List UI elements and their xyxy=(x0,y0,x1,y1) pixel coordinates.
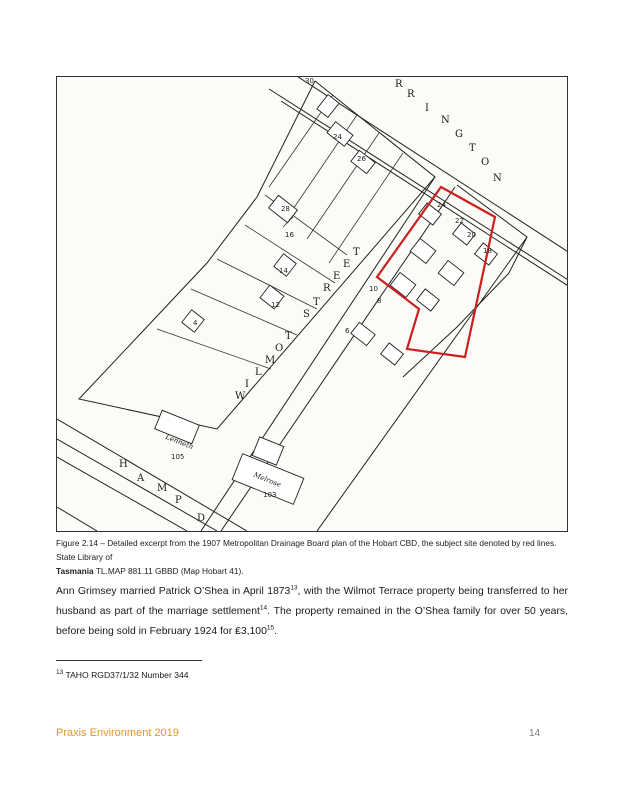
lot-number: 14 xyxy=(279,267,288,275)
caption-source: TL.MAP 881.11 GBBD (Map Hobart 41). xyxy=(93,566,244,576)
street-letter: T xyxy=(353,247,360,258)
figure-caption xyxy=(56,536,568,578)
lot-number: 24 xyxy=(333,133,342,141)
street-letter: R xyxy=(395,79,403,90)
footnote xyxy=(56,670,189,680)
lot-numbers xyxy=(171,77,492,499)
street-letter: A xyxy=(137,473,145,484)
street-letter: N xyxy=(441,115,450,126)
footnote-text: TAHO RGD37/1/32 Number 344 xyxy=(63,670,189,680)
body-text: , with the Wilmot Terrace property being transferred to her husband as part of the marriage settlement xyxy=(56,586,569,617)
street-letter: R xyxy=(323,283,331,294)
street-letter: D xyxy=(197,513,206,524)
lot-number: 28 xyxy=(281,205,290,213)
street-letter: G xyxy=(455,129,463,140)
street-letter: P xyxy=(175,495,182,506)
site-buildings xyxy=(351,203,498,365)
street-letter: M xyxy=(265,355,276,366)
street-letter: T xyxy=(469,143,476,154)
body-text: . The property remained in the O’Shea family for over 50 years, before being sold in February 1924 for ₤3,100 xyxy=(56,606,568,637)
street-letter: I xyxy=(425,103,429,114)
caption-text: Figure 2.14 – Detailed excerpt from the 1907 Metropolitan Drainage Board plan of the Hobart CBD, the subject site denoted by red lines. State Library of xyxy=(56,538,557,562)
street-letter: E xyxy=(343,259,351,270)
body-text: Ann Grimsey married Patrick O’Shea in April 1873 xyxy=(56,586,291,597)
footnote-ref[interactable]: 13 xyxy=(290,584,298,592)
street-letter: E xyxy=(333,271,341,282)
street-letter: T xyxy=(313,297,320,308)
page-number: 14 xyxy=(529,728,541,739)
street-letter: L xyxy=(255,367,262,378)
lot-number: 8 xyxy=(377,297,382,305)
street-letter: O xyxy=(481,157,490,168)
lot-number: 24 xyxy=(437,201,446,209)
lot-number: 22 xyxy=(455,217,464,225)
footnote-ref[interactable]: 15 xyxy=(266,624,275,632)
hampden-road xyxy=(57,419,247,531)
footnote-divider xyxy=(56,660,202,661)
lot-number: 4 xyxy=(193,319,198,327)
lot-number: 12 xyxy=(271,301,280,309)
lot-number: 18 xyxy=(483,247,492,255)
caption-source-bold: Tasmania xyxy=(56,566,94,576)
drainage-plan-map xyxy=(57,77,567,531)
lot-number: 20 xyxy=(467,231,476,239)
lot-number: 103 xyxy=(263,491,277,499)
lot-number: 26 xyxy=(357,155,366,163)
corner-number: 30 xyxy=(305,77,314,85)
footer-company: Praxis Environment 2019 xyxy=(56,727,179,739)
street-letter: M xyxy=(157,483,168,494)
body-text: . xyxy=(274,626,277,637)
lot-number: 105 xyxy=(171,453,185,461)
street-letter: W xyxy=(235,391,246,402)
street-letter: T xyxy=(285,331,292,342)
body-paragraph xyxy=(56,582,568,642)
street-letter: R xyxy=(407,89,415,100)
house-name-lenneth: Lenneth xyxy=(164,432,195,452)
footnote-number: 13 xyxy=(56,669,64,677)
footnote-ref[interactable]: 14 xyxy=(259,604,268,612)
map-figure xyxy=(56,76,568,532)
lot-number: 10 xyxy=(369,285,378,293)
street-letter: N xyxy=(493,173,502,184)
lot-number: 16 xyxy=(285,231,294,239)
street-letter: I xyxy=(245,379,249,390)
street-letter: S xyxy=(303,309,310,320)
house-name-melrose: Melrose xyxy=(252,470,283,490)
street-letter: H xyxy=(119,459,128,470)
lot-number: 6 xyxy=(345,327,350,335)
street-letter: O xyxy=(275,343,284,354)
